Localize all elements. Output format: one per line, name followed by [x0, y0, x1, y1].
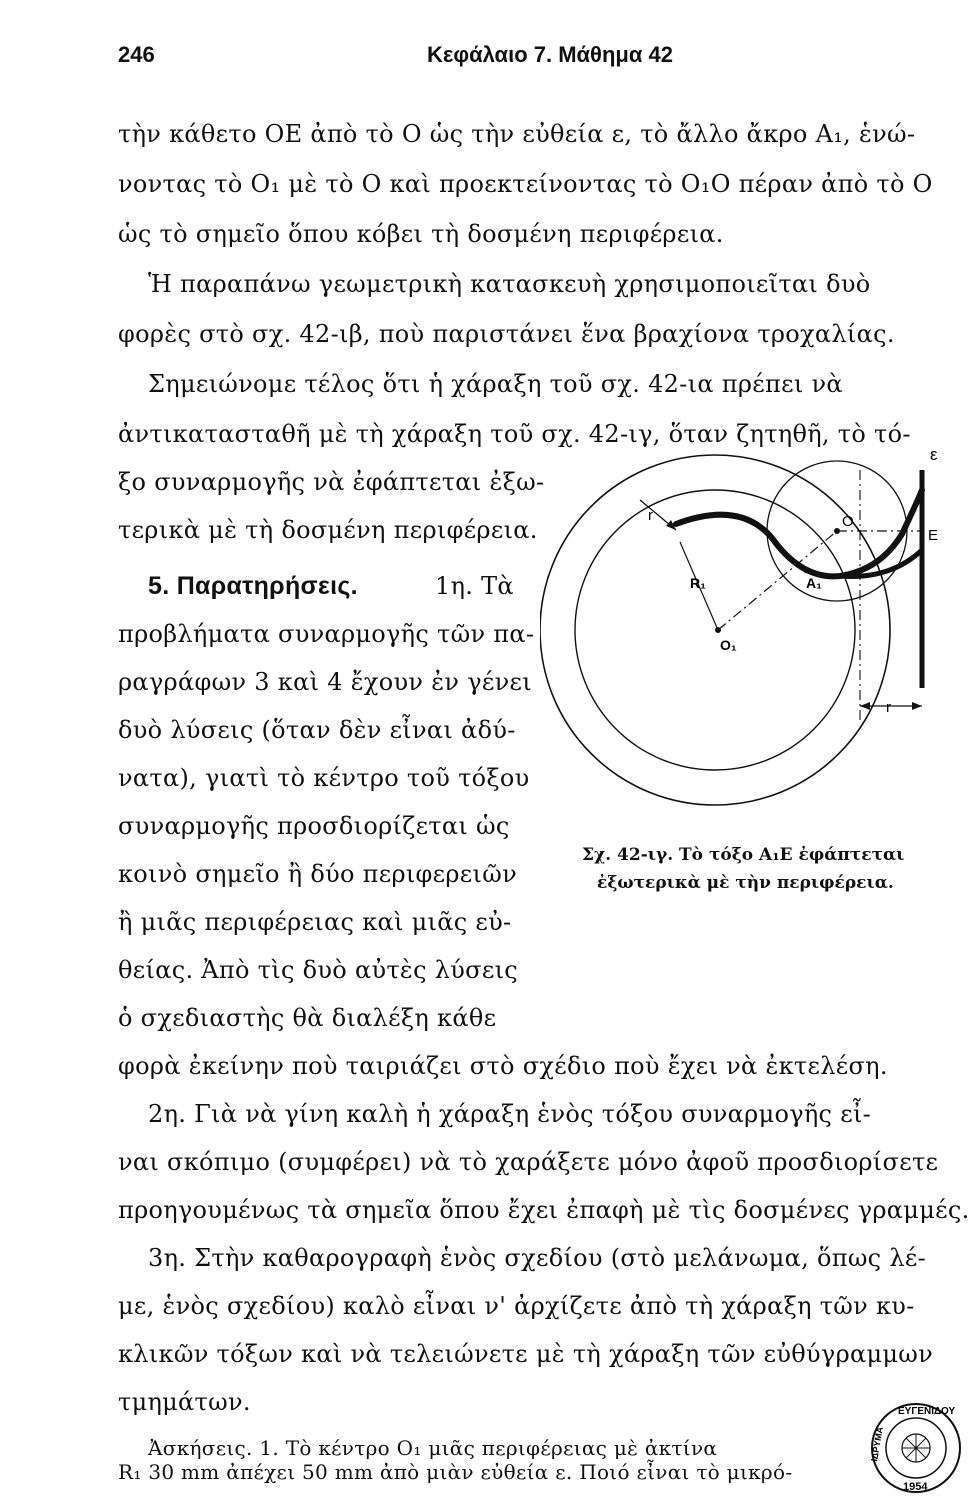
running-title: Κεφάλαιο 7. Μάθημα 42 [427, 42, 673, 67]
text-line: τερικὰ μὲ τὴ δοσμένη περιφέρεια. [118, 516, 538, 544]
figure-42-ig [540, 430, 960, 830]
label-e-point: E [928, 527, 939, 544]
text-line: κλικῶν τόξων καὶ νὰ τελειώνετε μὲ τὴ χάραξη τῶν εὐθύγραμμων [118, 1340, 934, 1368]
text-line: φορὰ ἐκείνην ποὺ ταιριάζει στὸ σχέδιο ποὺ ἔχει νὰ ἐκτελέση. [118, 1052, 888, 1080]
page-number: 246 [118, 42, 155, 67]
text-line: ἀντικατασταθῆ μὲ τὴ χάραξη τοῦ σχ. 42-ιγ, ὅταν ζητηθῆ, τὸ τό- [118, 420, 911, 448]
text-line: ραγράφων 3 καὶ 4 ἔχουν ἐν γένει [118, 668, 532, 696]
label-o1: O₁ [720, 637, 737, 653]
text-line: φορὲς στὸ σχ. 42-ιβ, ποὺ παριστάνει ἕνα βραχίονα τροχαλίας. [118, 320, 895, 348]
label-a1: A₁ [806, 575, 822, 591]
tangent-arc [676, 490, 922, 576]
text-line: κοινὸ σημεῖο ἢ δύο περιφερειῶν [118, 860, 518, 888]
label-r-top: r [648, 507, 653, 524]
section-heading: 5. Παρατηρήσεις. [148, 572, 358, 600]
text-line: θείας. Ἀπὸ τὶς δυὸ αὐτὲς λύσεις [118, 956, 519, 984]
text-line: Σημειώνομε τέλος ὅτι ἡ χάραξη τοῦ σχ. 42-ια πρέπει νὰ [148, 370, 843, 398]
text-line: ὡς τὸ σημεῖο ὅπου κόβει τὴ δοσμένη περιφέρεια. [118, 220, 724, 248]
text-line: 3η. Στὴν καθαρογραφὴ ἑνὸς σχεδίου (στὸ μελάνωμα, ὅπως λέ- [148, 1244, 927, 1272]
text-line: 2η. Γιὰ νὰ γίνη καλὴ ἡ χάραξη ἑνὸς τόξου συναρμογῆς εἶ- [148, 1100, 872, 1128]
label-r1: R₁ [690, 575, 706, 591]
arrowhead [860, 702, 870, 710]
text-line: ξο συναρμογῆς νὰ ἐφάπτεται ἐξω- [118, 468, 545, 496]
text-line: τμημάτων. [118, 1388, 251, 1416]
text-line: νατα), γιατὶ τὸ κέντρο τοῦ τόξου [118, 764, 530, 792]
arrowhead [912, 702, 922, 710]
svg-text:1954: 1954 [903, 1481, 928, 1493]
point-o [834, 528, 840, 534]
institution-stamp [868, 1400, 964, 1496]
figure-caption: ἐξωτερικὰ μὲ τὴν περιφέρεια. [597, 873, 894, 893]
text-line: Ἡ παραπάνω γεωμετρικὴ κατασκευὴ χρησιμοποιεῖται δυὸ [148, 270, 871, 298]
text-line: προβλήματα συναρμογῆς τῶν πα- [118, 620, 535, 648]
text-line: δυὸ λύσεις (ὅταν δὲν εἶναι ἀδύ- [118, 716, 516, 744]
point-o1 [715, 627, 721, 633]
text-line: ὁ σχεδιαστὴς θὰ διαλέξη κάθε [118, 1004, 497, 1032]
text-line: ἢ μιᾶς περιφέρειας καὶ μιᾶς εὐ- [118, 908, 512, 936]
text-line: συναρμογῆς προσδιορίζεται ὡς [118, 812, 510, 840]
label-e: ε [930, 445, 938, 464]
text-line: R₁ 30 mm ἀπέχει 50 mm ἀπὸ μιὰν εὐθεία ε. Ποιό εἶναι τὸ μικρό- [118, 1460, 793, 1484]
text-line: 1η. Τὰ [435, 572, 514, 600]
point-a1 [803, 567, 809, 573]
text-line: τὴν κάθετο ΟΕ ἀπὸ τὸ Ο ὡς τὴν εὐθεία ε, τὸ ἄλλο ἄκρο Α₁, ἑνώ- [118, 120, 916, 148]
figure-caption: Σχ. 42-ιγ. Τὸ τόξο Α₁Ε ἐφάπτεται [582, 845, 905, 865]
label-o: O [842, 513, 854, 530]
text-line: Ἀσκήσεις. 1. Τὸ κέντρο Ο₁ μιᾶς περιφέρειας μὲ ἀκτίνα [148, 1436, 718, 1460]
text-line: προηγουμένως τὰ σημεῖα ὅπου ἔχει ἐπαφὴ μὲ τὶς δοσμένες γραμμές. [118, 1196, 969, 1224]
text-line: με, ἑνὸς σχεδίου) καλὸ εἶναι ν' ἀρχίζετε ἀπὸ τὴ χάραξη τῶν κυ- [118, 1292, 915, 1320]
text-line: νοντας τὸ Ο₁ μὲ τὸ Ο καὶ προεκτείνοντας τὸ Ο₁Ο πέραν ἀπὸ τὸ Ο [118, 170, 933, 198]
label-r-bottom: r [886, 699, 891, 716]
svg-text:ΕΥΓΕΝΙΔΟΥ: ΕΥΓΕΝΙΔΟΥ [898, 1406, 956, 1417]
svg-text:ΙΔΡΥΜΑ: ΙΔΡΥΜΑ [869, 1426, 886, 1463]
text-line: ναι σκόπιμο (συμφέρει) νὰ τὸ χαράξετε μόνο ἀφοῦ προσδιορίσετε [118, 1148, 939, 1176]
